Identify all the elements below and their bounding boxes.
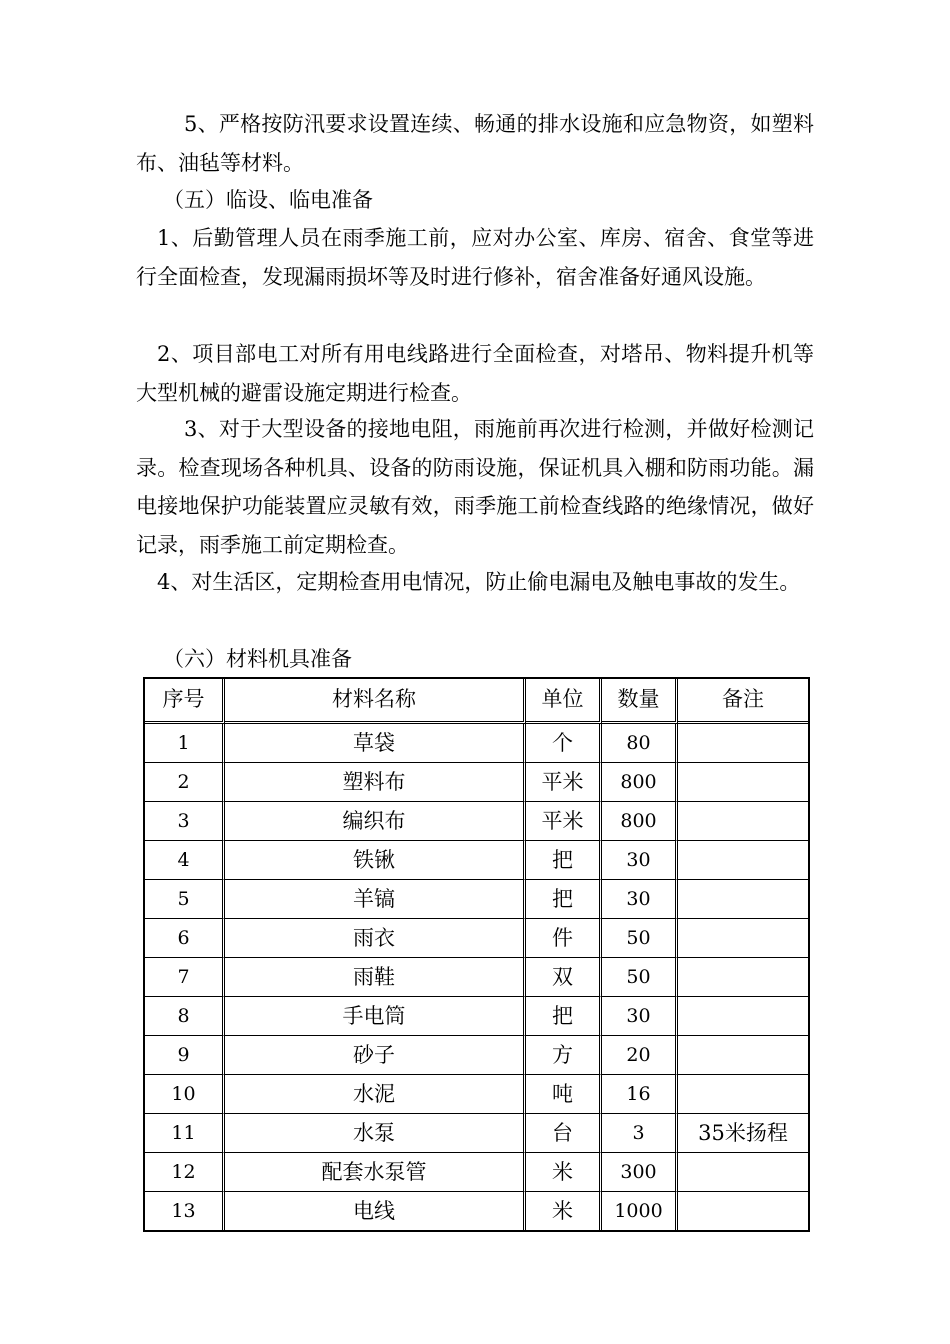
table-row xyxy=(145,763,808,802)
cell-qty: 50 xyxy=(602,919,678,958)
cell-no: 10 xyxy=(145,1075,225,1114)
table-row xyxy=(145,724,808,763)
table-row xyxy=(145,841,808,880)
cell-qty: 800 xyxy=(602,802,678,841)
cell-qty: 30 xyxy=(602,997,678,1036)
header-no: 序号 xyxy=(145,679,225,724)
table-row xyxy=(145,1153,808,1192)
cell-unit: 把 xyxy=(526,841,602,880)
cell-remark xyxy=(678,724,808,763)
cell-name: 电线 xyxy=(225,1192,526,1230)
table-row xyxy=(145,1192,808,1230)
cell-no: 5 xyxy=(145,880,225,919)
paragraph-facility-inspection: 1、后勤管理人员在雨季施工前，应对办公室、库房、宿舍、食堂等进行全面检查，发现漏雨损坏等及时进行修补，宿舍准备好通风设施。 xyxy=(136,226,814,289)
cell-no: 11 xyxy=(145,1114,225,1153)
cell-remark xyxy=(678,919,808,958)
cell-unit: 平米 xyxy=(526,763,602,802)
cell-remark xyxy=(678,997,808,1036)
cell-qty: 80 xyxy=(602,724,678,763)
table-body xyxy=(145,724,808,1230)
cell-qty: 16 xyxy=(602,1075,678,1114)
paragraph-grounding-resistance: 3、对于大型设备的接地电阻，雨施前再次进行检测，并做好检测记录。检查现场各种机具、设备的防雨设施，保证机具入棚和防雨功能。漏电接地保护功能装置应灵敏有效，雨季施工前检查线路的绝缘情况，做好记录，雨季施工前定期检查。 xyxy=(136,417,814,557)
cell-unit: 米 xyxy=(526,1192,602,1230)
table-row xyxy=(145,1036,808,1075)
cell-remark xyxy=(678,763,808,802)
cell-qty: 300 xyxy=(602,1153,678,1192)
cell-name: 雨衣 xyxy=(225,919,526,958)
cell-qty: 1000 xyxy=(602,1192,678,1230)
cell-no: 8 xyxy=(145,997,225,1036)
cell-name: 羊镐 xyxy=(225,880,526,919)
cell-qty: 30 xyxy=(602,880,678,919)
cell-name: 水泥 xyxy=(225,1075,526,1114)
cell-remark: 35米扬程 xyxy=(678,1114,808,1153)
materials-table xyxy=(143,677,810,1232)
section-heading-materials: （六）材料机具准备 xyxy=(163,647,352,671)
table-row xyxy=(145,919,808,958)
cell-unit: 个 xyxy=(526,724,602,763)
cell-no: 7 xyxy=(145,958,225,997)
section-heading-temporary-facilities: （五）临设、临电准备 xyxy=(163,188,373,212)
cell-name: 草袋 xyxy=(225,724,526,763)
header-qty: 数量 xyxy=(602,679,678,724)
cell-qty: 800 xyxy=(602,763,678,802)
cell-no: 4 xyxy=(145,841,225,880)
table-row xyxy=(145,958,808,997)
cell-unit: 台 xyxy=(526,1114,602,1153)
cell-qty: 3 xyxy=(602,1114,678,1153)
cell-remark xyxy=(678,1075,808,1114)
cell-remark xyxy=(678,1036,808,1075)
cell-no: 3 xyxy=(145,802,225,841)
cell-remark xyxy=(678,1153,808,1192)
paragraph-living-area-electricity: 4、对生活区，定期检查用电情况，防止偷电漏电及触电事故的发生。 xyxy=(157,570,801,594)
cell-remark xyxy=(678,802,808,841)
cell-name: 配套水泵管 xyxy=(225,1153,526,1192)
cell-unit: 把 xyxy=(526,997,602,1036)
cell-no: 13 xyxy=(145,1192,225,1230)
cell-name: 编织布 xyxy=(225,802,526,841)
cell-qty: 50 xyxy=(602,958,678,997)
cell-unit: 方 xyxy=(526,1036,602,1075)
table-row xyxy=(145,1114,808,1153)
cell-remark xyxy=(678,958,808,997)
table-row xyxy=(145,1075,808,1114)
cell-no: 2 xyxy=(145,763,225,802)
cell-no: 12 xyxy=(145,1153,225,1192)
header-remark: 备注 xyxy=(678,679,808,724)
paragraph-drainage-supplies: 5、严格按防汛要求设置连续、畅通的排水设施和应急物资，如塑料布、油毡等材料。 xyxy=(136,112,814,175)
table-row xyxy=(145,880,808,919)
header-name: 材料名称 xyxy=(225,679,526,724)
cell-unit: 双 xyxy=(526,958,602,997)
cell-unit: 把 xyxy=(526,880,602,919)
cell-no: 1 xyxy=(145,724,225,763)
cell-name: 水泵 xyxy=(225,1114,526,1153)
cell-qty: 20 xyxy=(602,1036,678,1075)
cell-remark xyxy=(678,1192,808,1230)
cell-unit: 米 xyxy=(526,1153,602,1192)
table-header-row xyxy=(145,679,808,724)
cell-name: 砂子 xyxy=(225,1036,526,1075)
cell-name: 雨鞋 xyxy=(225,958,526,997)
cell-unit: 件 xyxy=(526,919,602,958)
paragraph-electrical-inspection: 2、项目部电工对所有用电线路进行全面检查，对塔吊、物料提升机等大型机械的避雷设施定期进行检查。 xyxy=(136,342,814,405)
cell-remark xyxy=(678,841,808,880)
cell-no: 6 xyxy=(145,919,225,958)
cell-qty: 30 xyxy=(602,841,678,880)
table-row xyxy=(145,997,808,1036)
cell-name: 手电筒 xyxy=(225,997,526,1036)
cell-name: 铁锹 xyxy=(225,841,526,880)
cell-unit: 平米 xyxy=(526,802,602,841)
cell-remark xyxy=(678,880,808,919)
cell-name: 塑料布 xyxy=(225,763,526,802)
cell-no: 9 xyxy=(145,1036,225,1075)
cell-unit: 吨 xyxy=(526,1075,602,1114)
header-unit: 单位 xyxy=(526,679,602,724)
table-row xyxy=(145,802,808,841)
